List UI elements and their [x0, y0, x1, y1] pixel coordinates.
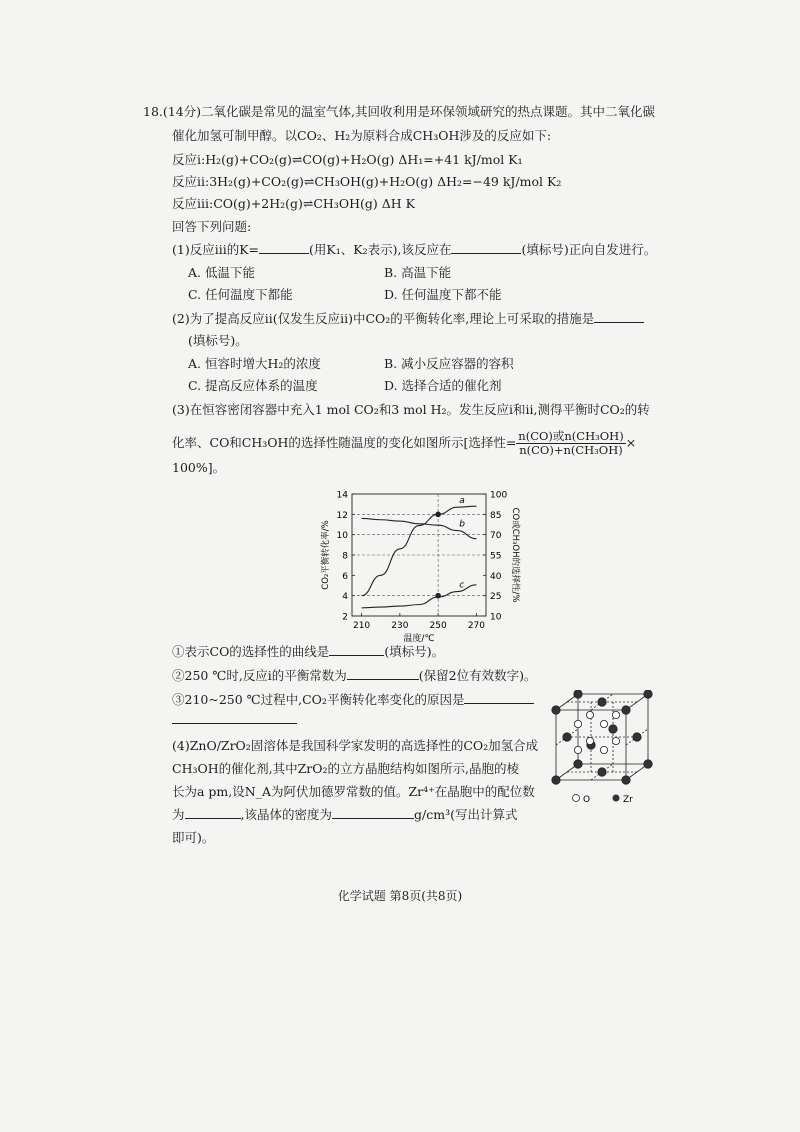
times-sign: ×: [625, 435, 637, 450]
y-right-tick-label: 40: [490, 571, 502, 582]
series-label-b: b: [459, 519, 466, 530]
part1-text-a: (1)反应ⅲ的K=: [172, 242, 260, 257]
y-left-tick-label: 12: [336, 510, 348, 521]
x-axis-label: 温度/℃: [403, 634, 435, 644]
zr-atom: [598, 698, 606, 706]
part2-option-d: D. 选择合适的催化剂: [384, 378, 502, 393]
o-atom: [612, 737, 619, 744]
y-right-tick-label: 55: [490, 551, 502, 562]
part1-option-d: D. 任何温度下都不能: [384, 287, 502, 302]
fraction-denominator: n(CO)+n(CH₃OH): [519, 443, 623, 457]
zr-atom: [552, 706, 560, 714]
sub2-question: [172, 668, 537, 684]
part4-line-4: [172, 807, 517, 823]
series-label-c: c: [459, 580, 465, 591]
part2-option-b: B. 减小反应容器的容积: [384, 356, 514, 371]
o-atom: [600, 720, 607, 727]
y-left-tick-label: 4: [342, 592, 348, 603]
o-atom: [574, 720, 581, 727]
part1-option-b: B. 高温下能: [384, 265, 452, 280]
o-atom: [600, 746, 607, 753]
answer-blank[interactable]: [347, 668, 419, 680]
series-label-a: a: [459, 496, 465, 507]
zr-atom: [598, 768, 606, 776]
marked-point: [435, 512, 441, 518]
part1-text-b: (用K₁、K₂表示),该反应在: [309, 242, 452, 257]
reaction-3: 反应ⅲ:CO(g)+2H₂(g)⇌CH₃OH(g) ΔH K: [172, 196, 415, 211]
reaction-2: 反应ⅱ:3H₂(g)+CO₂(g)⇌CH₃OH(g)+H₂O(g) ΔH₂=−49 kJ/mol K₂: [172, 174, 562, 189]
y-right-tick-label: 10: [490, 612, 502, 623]
y-right-tick-label: 70: [490, 531, 502, 542]
part4-line-1: (4)ZnO/ZrO₂固溶体是我国科学家发明的高选择性的CO₂加氢合成: [172, 738, 539, 753]
selectivity-fraction: [516, 430, 625, 457]
zr-atom: [609, 725, 617, 733]
x-tick-label: 230: [391, 621, 409, 631]
y-left-tick-label: 6: [342, 571, 348, 582]
part2-option-a: A. 恒容时增大H₂的浓度: [188, 356, 321, 371]
part3-text-c: 100%]。: [172, 460, 226, 475]
o-atom: [612, 711, 619, 718]
part4-text-4b: ,该晶体的密度为: [240, 807, 332, 822]
answer-blank[interactable]: [185, 807, 241, 819]
q18-intro-1: 18.(14分)二氧化碳是常见的温室气体,其回收利用是环保领域研究的热点课题。其中二氧化碳: [143, 104, 656, 119]
x-tick-label: 210: [352, 621, 371, 631]
part3-text-b: 化率、CO和CH₃OH的选择性随温度的变化如图所示[选择性=: [172, 435, 517, 450]
fraction-numerator: n(CO)或n(CH₃OH): [518, 429, 624, 443]
o-atom: [574, 746, 581, 753]
zr-atom: [644, 760, 652, 768]
y-left-tick-label: 14: [336, 490, 348, 501]
part2-question: [172, 311, 644, 327]
part2-option-c: C. 提高反应体系的温度: [188, 378, 318, 393]
y-left-axis-label: CO₂平衡转化率/%: [321, 520, 331, 590]
zr-atom: [644, 690, 652, 698]
q18-intro-2: 催化加氢可制甲醇。以CO₂、H₂为原料合成CH₃OH涉及的反应如下:: [172, 128, 552, 143]
sub3-question: [172, 692, 534, 708]
zr-atom: [633, 733, 641, 741]
page-footer: 化学试题 第8页(共8页): [337, 889, 463, 903]
sub1-question: [172, 644, 444, 660]
marked-point: [435, 593, 441, 599]
selectivity-conversion-chart: [296, 486, 541, 646]
answer-blank[interactable]: [594, 311, 644, 323]
sub2-text-b: (保留2位有效数字)。: [418, 668, 537, 683]
y-right-tick-label: 25: [490, 592, 502, 603]
zr-legend-label: Zr: [623, 795, 633, 805]
x-tick-label: 270: [467, 621, 486, 631]
zr-atom: [552, 776, 560, 784]
y-right-axis-label: CO或CH₃OH的选择性/%: [510, 507, 520, 603]
part2-text-a: (2)为了提高反应ⅱ(仅发生反应ⅱ)中CO₂的平衡转化率,理论上可采取的措施是: [172, 311, 595, 326]
zr-atom: [574, 690, 582, 698]
zr-atom: [563, 733, 571, 741]
part4-line-5: 即可)。: [172, 830, 215, 845]
answer-blank[interactable]: [172, 712, 297, 724]
zr-atom: [622, 706, 630, 714]
o-atom: [586, 737, 593, 744]
y-left-tick-label: 10: [336, 531, 348, 542]
part4-line-3: 长为a pm,设N_A为阿伏加德罗常数的值。Zr⁴⁺在晶胞中的配位数: [172, 784, 535, 799]
o-legend-icon: [573, 795, 580, 802]
y-left-tick-label: 8: [342, 551, 348, 562]
answer-blank[interactable]: [259, 242, 309, 254]
answer-blank[interactable]: [332, 807, 414, 819]
answer-prompt: 回答下列问题:: [172, 219, 252, 234]
part3-text-a: (3)在恒容密闭容器中充入1 mol CO₂和3 mol H₂。发生反应ⅰ和ⅱ,测得平衡时CO₂的转: [172, 402, 650, 417]
y-right-tick-label: 85: [490, 510, 502, 521]
part1-question: [172, 242, 656, 258]
zro2-unit-cell-diagram: [548, 690, 666, 806]
zr-atoms: [552, 690, 652, 784]
part4-text-4c: g/cm³(写出计算式: [414, 807, 518, 822]
zr-legend-icon: [613, 795, 620, 802]
part1-text-c: (填标号)正向自发进行。: [521, 242, 657, 257]
x-tick-label: 250: [429, 621, 447, 631]
crystal-legend: [573, 795, 634, 806]
answer-blank[interactable]: [329, 644, 384, 656]
sub1-text-b: (填标号)。: [384, 644, 445, 659]
sub2-text-a: ②250 ℃时,反应ⅰ的平衡常数为: [172, 668, 347, 683]
o-legend-label: O: [583, 795, 591, 805]
sub3-text-a: ③210~250 ℃过程中,CO₂平衡转化率变化的原因是: [172, 692, 465, 707]
part2-text-b: (填标号)。: [188, 333, 248, 348]
y-right-tick-label: 100: [490, 490, 508, 501]
zr-atom: [622, 776, 630, 784]
part3-selectivity-line: [172, 430, 636, 457]
sub3-continuation: [172, 712, 297, 728]
part1-option-a: A. 低温下能: [188, 265, 255, 280]
sub1-text-a: ①表示CO的选择性的曲线是: [172, 644, 330, 659]
answer-blank[interactable]: [451, 242, 521, 254]
zr-atom: [574, 760, 582, 768]
reaction-1: 反应ⅰ:H₂(g)+CO₂(g)⇌CO(g)+H₂O(g) ΔH₁=+41 kJ/mol K₁: [172, 152, 523, 167]
part4-text-4a: 为: [172, 807, 185, 822]
part1-option-c: C. 任何温度下都能: [188, 287, 293, 302]
o-atom: [586, 711, 593, 718]
y-left-tick-label: 2: [342, 612, 348, 623]
part4-line-2: CH₃OH的催化剂,其中ZrO₂的立方晶胞结构如图所示,晶胞的棱: [172, 761, 519, 776]
answer-blank[interactable]: [464, 692, 534, 704]
